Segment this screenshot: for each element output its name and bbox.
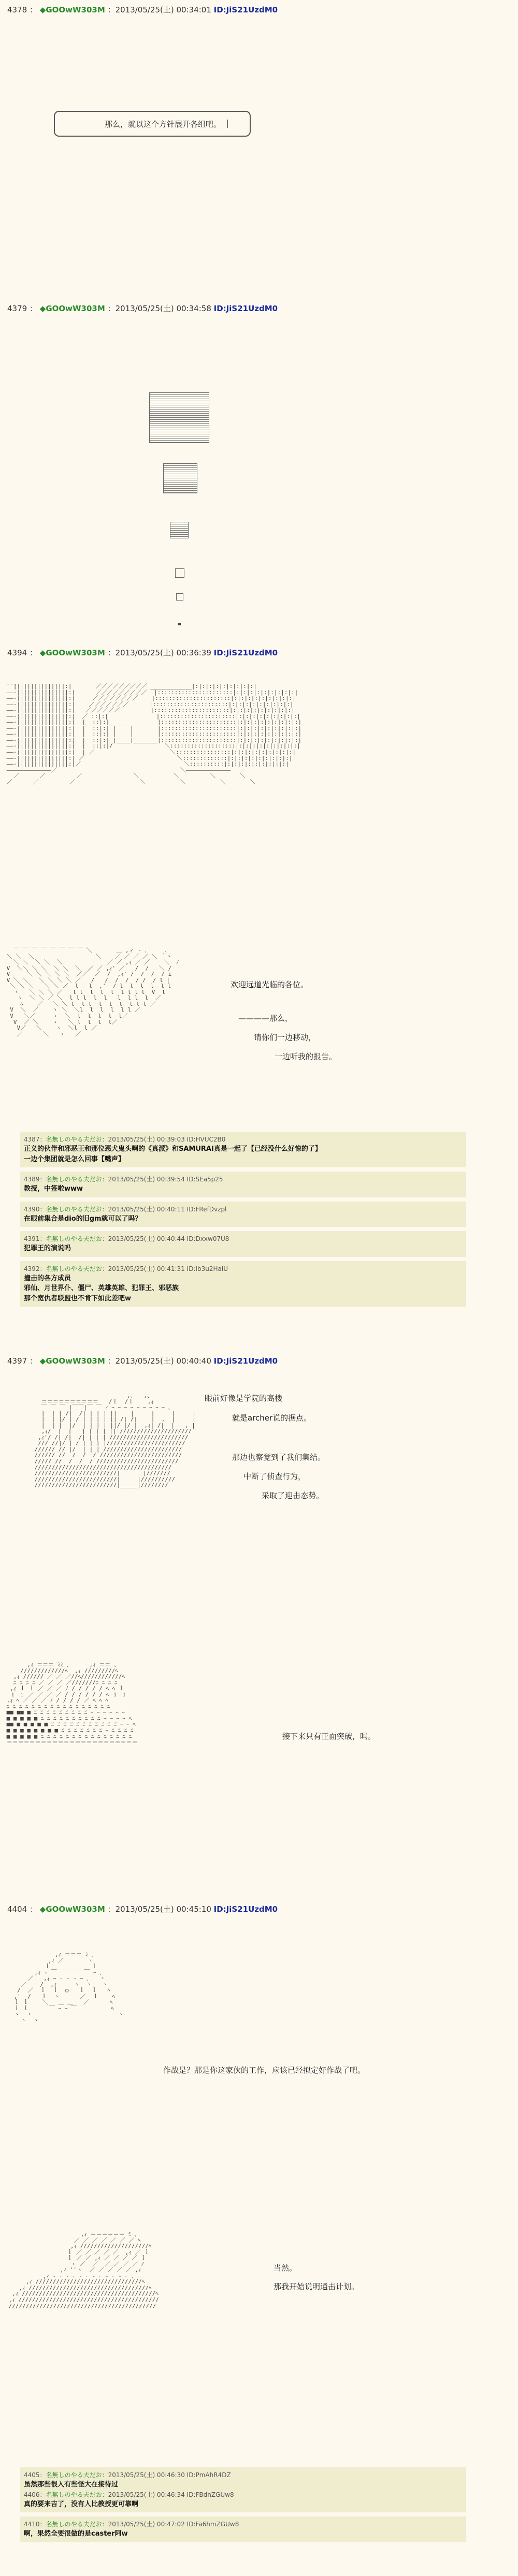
post-date: 2013/05/25(土) 00:45:10 bbox=[115, 1905, 211, 1914]
dialog-breach: 接下来只有正面突破，吗。 bbox=[282, 1732, 376, 1741]
zoom-box-tiny bbox=[175, 568, 184, 578]
post-header-4394: 4394 ： ◆GOOwW303M ：2013/05/25(土) 00:36:39 ID:JiS21UzdM0 bbox=[7, 648, 278, 657]
post-number: 4404 bbox=[7, 1905, 27, 1914]
hatman-art: ,ｨ ＝＝＝ ﾐ 、 ,ｨ ／ ヽ ｌ ＿＿＿＿＿＿ ｌ ,ｨ ‐ ￣ ￣ ｰ ､ ／ ,ｨ ｰ ‐ ‐ ‐ ｰ ､ ヽ ／ / ,ｨ ヽ ヽ ヽ / ／ ｌ ｌ ○ ｌ ｌ ﾍ ,' / ｌ ヽ ／ ｌ ﾍ ｌ ｌ ＼ ＿ ＿ ／ ﾍ ｌ ｌ ￣ ｰ ｰ ￣ ﾍ ヽ ヽ ヽ ヽ ヽ bbox=[13, 1951, 124, 2024]
comment-4410: 4410：名無しのやる夫だお：2013/05/25(土) 00:47:02 ID:Fa6hmZGUw8 啊，果然全要很做的是caster阿w bbox=[20, 2516, 466, 2542]
corridor-art: ̄ ̄ ̄|||||||||||||||:| ／／／／／／／／／ ____________|:|:|:|:|:|:|:|:|:| ――‐|||||||||||||||:| ／／／／／／／／／ |::::::::::::::::::::::|:|:|:|:|:|:|:|:|:| ――‐|||||||||||||||:| ／／／／／／／／ |::::::::::::::::::::::|:|:|:|:|:|:|:|:|:| ――‐|||||||||||||||:| ／／／／／／／ |::::::::::::::::::::::|:|:|:|:|:|:|:|:|:| ――‐|||||||||||||||:| ／／／／／／ |::::::::::::::::::::::|:|:|:|:|:|:|:|:|:| ――‐|||||||||||||||:| ／ ::|:| |::::::::::::::::::::::|:|:|:|:|:|:|:|:|:| ――‐|||||||||||||||:| | ::|:| ____ |::::::::::::::::::::::|:|:|:|:|:|:|:|:|:| ――‐|||||||||||||||:| | ::|:| | | |::::::::::::::::::::::|:|:|:|:|:|:|:|:|:| ――‐|||||||||||||||:| | ::|:| | | |::::::::::::::::::::::|:|:|:|:|:|:|:|:|:| ――‐|||||||||||||||:| | ::|:| |____|_______|::::::::::::::::::::::|:|:|:|:|:|:|:|:|:| ――‐|||||||||||||||:| | ::|:|/ ＼:::::::::::::::::::|:|:|:|:|:|:|:|:|:| ――‐|||||||||||||||:| | ／ ＼::::::::::::::::|:|:|:|:|:|:|:|:|:| ――‐|||||||||||||||:| ／ ＼:::::::::::::|:|:|:|:|:|:|:|:|:| ――‐|||||||||||||||:|／ ＼::::::::::|:|:|:|:|:|:|:|:|:| ―――――――――――――／ ＼――――――――――――― ／ ／ ／ ＼ ＼ ＼ ＼ ／ ／ ／ ＼ ＼ ＼ ＼ bbox=[3, 683, 302, 785]
dialog-school-4: 中断了侦查行为， bbox=[243, 1472, 306, 1481]
bubble-caret: | bbox=[226, 118, 229, 128]
dialog-report: 一边听我的报告。 bbox=[275, 1052, 337, 1061]
poster-name[interactable]: ◆GOOwW303M bbox=[39, 1905, 105, 1914]
commenter-name[interactable]: 名無しのやる夫だお bbox=[46, 1265, 102, 1272]
dialog-welcome: 欢迎远道光临的各位。 bbox=[231, 980, 309, 989]
post-header-4379: 4379 ： ◆GOOwW303M ：2013/05/25(土) 00:34:58 ID:JiS21UzdM0 bbox=[7, 304, 278, 313]
poster-name[interactable]: ◆GOOwW303M bbox=[39, 5, 105, 14]
post-uid[interactable]: ID:JiS21UzdM0 bbox=[213, 1905, 278, 1914]
commenter-name[interactable]: 名無しのやる夫だお bbox=[46, 1205, 102, 1213]
bubble-text: 那么，就以这个方针展开各组吧。 bbox=[105, 120, 222, 129]
commenter-name[interactable]: 名無しのやる夫だお bbox=[46, 1235, 102, 1242]
commenter-name[interactable]: 名無しのやる夫だお bbox=[46, 1136, 102, 1143]
crowd-art: ,ｨ ＝＝＝ ﾐﾐ 、 ,ｨ ＝＝ 、 /////////////ﾍ ,ｨ /////////ﾍ ,ｨ ////// ／ ／ ／//ﾍ////////////ﾍ ﾆ ﾆ ﾆ ﾆ ／ ／ ／ ／///////ﾆ ﾆ ﾆ ﾆ ,ｨ ｌ ｌ ／ ／ ／ ﾉ / / / / / ﾍ ﾍ ｌ ｉ ｉ ／ ／ ／ ／ / / / / / / ﾍ ｉ ｉ ,ｨ ﾍ ／ ／ ／ ﾉ / / / / ／ ﾍ ﾍ ﾍ ﾆ ﾆ ﾆ ﾆ ﾆ ﾆ ﾆ ﾆ ﾆ ﾆ ﾆ ﾆ ﾆ ﾆ ﾆ ﾆ ﾆ ■■ ■■ ■ ﾆ ﾆ ﾆ ﾆ ﾆ ﾆ ﾆ ﾆ ﾆ ｰ ｰ ｰ ｰ ｰ ｰ ■ ■ ■ ■ ■ ﾆ ﾆ ﾆ ﾆ ﾆ ﾆ ﾆ ﾆ ﾆ ﾆ ｰ ｰ ｰ ｰ ﾍ ■■ ■ ■ ■ ■ ■ ﾆ ﾆ ﾆ ﾆ ﾆ ﾆ ﾆ ﾆ ﾆ ﾆ ﾆ ｰ ｰ ﾍ ■ ■ ■ ■ ■ ■ ■ ■ ﾆ ﾆ ﾆ ﾆ ﾆ ﾆ ﾆ ｰ ﾆ ﾆ ﾆ ﾆ ■ ■ ■ ■ ■ ﾆ ﾆ ﾆ ﾆ ﾆ ﾆ ﾆ ﾆ ﾆ ﾆ ﾆ ﾆ ﾆ ﾆ ﾆ ＝＝＝＝＝＝＝＝＝＝＝＝＝＝＝＝＝＝＝＝＝＝＝ bbox=[6, 1661, 138, 1746]
poster-name[interactable]: ◆GOOwW303M bbox=[39, 304, 105, 313]
post-header-4397: 4397 ： ◆GOOwW303M ：2013/05/25(土) 00:40:40 ID:JiS21UzdM0 bbox=[7, 1356, 278, 1366]
dialog-school-1: 眼前好像是学院的高楼 bbox=[205, 1394, 283, 1403]
commenter-name[interactable]: 名無しのやる夫だお bbox=[46, 1176, 102, 1183]
zoom-box-small bbox=[170, 522, 189, 538]
post-date: 2013/05/25(土) 00:36:39 bbox=[115, 648, 211, 657]
comment-4389: 4389：名無しのやる夫だお：2013/05/25(土) 00:39:54 ID:SEa5p25 教授，中签啦www bbox=[20, 1172, 466, 1197]
post-number: 4397 bbox=[7, 1356, 27, 1366]
comment-4387: 4387：名無しのやる夫だお：2013/05/25(土) 00:39:03 ID:HVUC2B0 正义的伙伴和邪恶王和那位恶犬鬼头啊的《真派》和SAMURAI真是一起了【已经没什么好惊的了】 一边个集团就是怎么回事【嘴声】 bbox=[20, 1132, 466, 1167]
speech-bubble bbox=[54, 111, 251, 137]
post-date: 2013/05/25(土) 00:34:01 bbox=[115, 5, 211, 14]
commenter-name[interactable]: 名無しのやる夫だお bbox=[46, 2471, 102, 2479]
comment-group-1 bbox=[20, 1132, 466, 1311]
poster-name[interactable]: ◆GOOwW303M bbox=[39, 648, 105, 657]
commenter-name[interactable]: 名無しのやる夫だお bbox=[46, 2521, 102, 2528]
comment-4405: 4405：名無しのやる夫だお：2013/05/25(土) 00:46:30 ID:PmAhR4DZ 虽然那些很入有些怪大在接待过 4406：名無しのやる夫だお：2013/05/25(土) 00:46:34 ID:FBdnZGUw8 真的要来吉了，没有人比教授更可靠啊 bbox=[20, 2467, 466, 2512]
dialog-school-3: 那边也察觉到了我们集结。 bbox=[232, 1453, 326, 1462]
poster-name[interactable]: ◆GOOwW303M bbox=[39, 1356, 105, 1366]
dialog-strategy: 作战是？那是你这家伙的工作，应该已经拟定好作战了吧。 bbox=[163, 2066, 366, 2075]
zoom-box-micro bbox=[176, 593, 183, 601]
comment-4390: 4390：名無しのやる夫だお：2013/05/25(土) 00:40:11 ID:FRefDvzpl 在眼前集合是dio的旧gm就可以了吗？ bbox=[20, 1202, 466, 1227]
comment-group-2 bbox=[20, 2467, 466, 2546]
post-date: 2013/05/25(土) 00:40:40 bbox=[115, 1356, 211, 1366]
dialog-yes: 当然。 bbox=[274, 2263, 297, 2273]
dialog-nashi: ————那么， bbox=[238, 1014, 293, 1023]
dialog-school-5: 采取了迎击态势。 bbox=[262, 1491, 324, 1500]
strategist-art: ,ｨ ＝＝＝＝＝＝ ﾐ 、 ／ ／ ／ ／ ／ ／ ／ ﾍ ,ｨ ////////////////////ﾍ ｌ ／ ／ ／ ／ ／ ,ｨ ／ ｌ ｌ ／ ／ ,ｨ ／ ／ ／ ／ ｌ ヽ ／ ／ ／ ／ ／ ／ ﾉ ,ｨ ''ヽ ／ ／ ／ ／ ／ ,ｨ ,ｨ ‐ ｰ ‐ ｰ ‐ ｰ ‐ ｰ ‐ ｰ ‐ ｰ ､ ,ｨ ///////////////////////////////ﾍ ,ｨ ///////////////////////////////////ﾍ ,ｨ ///////////////////////////////////////ﾍ ,ｨ ///////////////////////////////////////// /////////////////////////////////////////// bbox=[8, 2231, 159, 2309]
post-uid[interactable]: ID:JiS21UzdM0 bbox=[213, 304, 278, 313]
post-header-4378: 4378 ： ◆GOOwW303M ：2013/05/25(土) 00:34:01 ID:JiS21UzdM0 bbox=[7, 5, 278, 14]
zoom-box-large bbox=[149, 392, 209, 443]
comment-4392: 4392：名無しのやる夫だお：2013/05/25(土) 00:41:31 ID:Ib3u2HalU 撞击的各方成员 邪仙、月世界仆、僵尸、英雄英雄、犯罪王、邪恶族 那个宽仇者联盟也不肯下如此差吧w bbox=[20, 1261, 466, 1307]
post-uid[interactable]: ID:JiS21UzdM0 bbox=[213, 648, 278, 657]
zoom-box-medium bbox=[163, 463, 197, 493]
group-art: ＿ ＿ ＿ ＿ ＿ ＿ ,､ ,、 ＝＝＝＝＝＝＝＝＝＝ /ｌ /ｌ ,ｨ ￣ ￣ ￣ |￣￣|￣ ￣ ｨ ｰ ｰ ｰ ｰ ｰ ｰ ｰ ｰ ｰ ､ | | | /| /| | | | || | | | | | | |/ | / | | | | || /| /| | , | | | | | |/ | | | | ||/ |/ | ,ｨ| /| | , | ,ｨ/ | | | | | | || ///////////////////// ,ｨ'/ /| /| /| | | | /////////////////////// /// //|/ | / | | | |/////////////////////// ////// // |/ | | | /////////////////////// ////// // / / / //////////////////////// ///// // / / / //////////////////////// //////////////////////////////////////// ////////////////////////|￣￣￣￣|/////// ////////////////////////| |////////// ////////////////////////|_____|//////// bbox=[34, 1392, 196, 1489]
dialog-plan: 那我开始说明通击计划。 bbox=[274, 2282, 359, 2291]
post-header-4404: 4404 ： ◆GOOwW303M ：2013/05/25(土) 00:45:10 ID:JiS21UzdM0 bbox=[7, 1905, 278, 1914]
post-date: 2013/05/25(土) 00:34:58 bbox=[115, 304, 211, 313]
zoom-dot bbox=[178, 623, 181, 625]
narrator-art: ￣ ￣ ￣ ￣ ￣ ￣ ￣ ￣ ＼ ＿ ,ィ ‐ ､ 、 ＼ ＼ ＼ ＼ ／ ／ ／ ／ ＼ ｀ヽ ＼ ＼ ＼ ＼ ＼ ／ ／ ,ｨ ／ ／ ＼ ﾉ V ＼＼ ＼ ＼ ＼ ＼ ＼ ／ ／ ,ｨ' ／ / / ＼ / V ＼ ＼ ＼ ＼ ＼ ／／ ／ / ,ｨ' / / / / i V ＼ ＼ ＼ ＼ ＼ ＼ ／ / / / / / / / l | ＼ ＼ ＼ ＼ ＼ ／ l l ,' / l l l l l l ヽ ＼ ＼ ＼ ／ l l l l l l l l l V l ヽ ＼ ＼ ／ ＼ l l l l l l l l l ／ ﾍ ／ ＼ ＼ l l l l l l l l l ／ V ＼ ／ ヽ ＼ ＼l l l l l l ／ V ＼／ ヽ ＼ l l l l l／ V ／ ＼ ヽ ＼ l l l l／ V／ ＼ ヽ ＼l l ／ ／ ＼ ヽ ／ bbox=[6, 947, 179, 1037]
commenter-name[interactable]: 名無しのやる夫だお bbox=[46, 2491, 102, 2498]
post-number: 4378 bbox=[7, 5, 27, 14]
post-uid[interactable]: ID:JiS21UzdM0 bbox=[213, 1356, 278, 1366]
dialog-move: 请你们一边移动， bbox=[254, 1033, 316, 1042]
post-number: 4379 bbox=[7, 304, 27, 313]
post-number: 4394 bbox=[7, 648, 27, 657]
comment-4391: 4391：名無しのやる夫だお：2013/05/25(土) 00:40:44 ID:Dxxw07U8 犯罪王的演说吗 bbox=[20, 1231, 466, 1257]
post-uid[interactable]: ID:JiS21UzdM0 bbox=[213, 5, 278, 14]
dialog-school-2: 就是archer说的据点。 bbox=[232, 1413, 312, 1423]
